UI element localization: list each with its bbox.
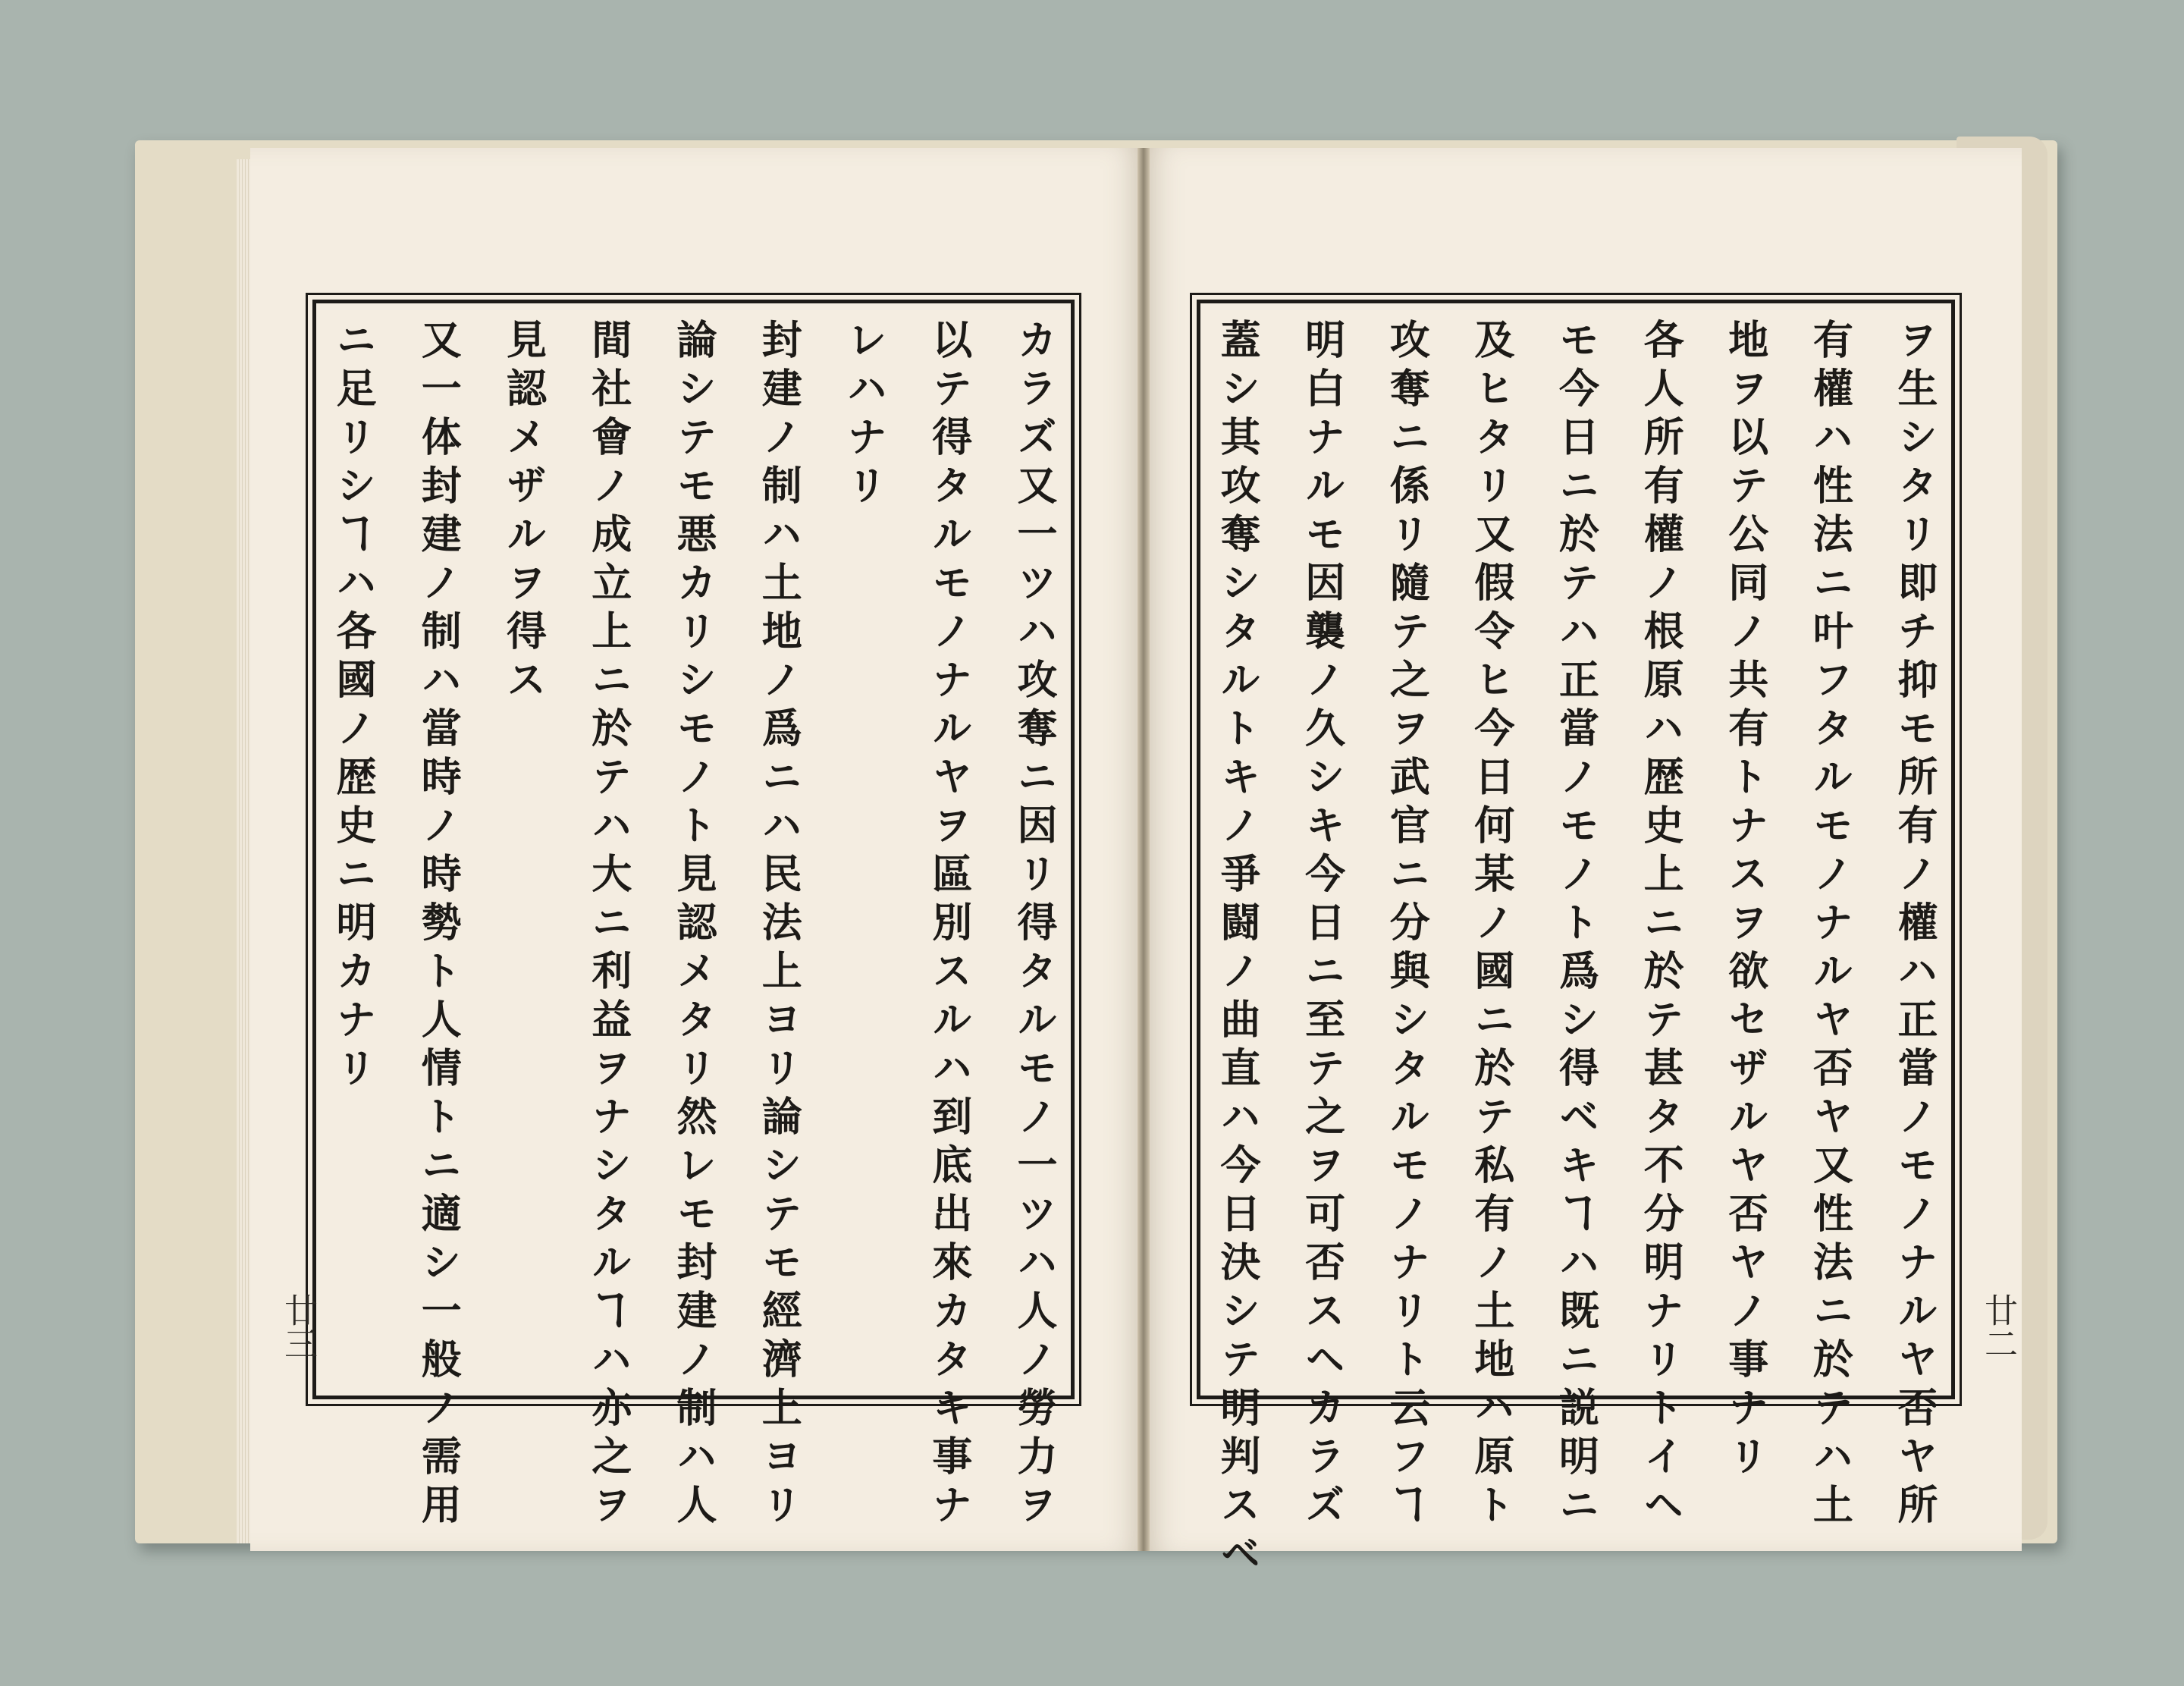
- text-column: 蓋シ其攻奪シタルトキノ爭闘ノ曲直ハ今日決シテ明判スベ: [1214, 319, 1261, 1581]
- text-column: ヲ生シタリ即チ抑モ所有ノ權ハ正當ノモノナルヤ否ヤ所: [1891, 319, 1938, 1532]
- text-column: レハナリ: [840, 319, 888, 513]
- text-column: 以テ得タルモノナルヤヲ區別スルハ到底出來カタキ事ナ: [925, 319, 973, 1532]
- right-text-block: [1214, 319, 1938, 1581]
- text-column: 論シテモ悪カリシモノト見認メタリ然レモ封建ノ制ハ人: [670, 319, 717, 1532]
- left-text-block: [330, 319, 1058, 1532]
- text-column: ニ足リシヿハ各國ノ歴史ニ明カナリ: [330, 319, 377, 1095]
- text-column: 又一体封建ノ制ハ當時ノ時勢ト人情トニ適シ一般ノ需用: [415, 319, 463, 1532]
- page-number: 廿三: [278, 1293, 317, 1360]
- text-column: 地ヲ以テ公同ノ共有トナスヲ欲セザルヤ否ヤノ事ナリ: [1721, 319, 1769, 1483]
- text-column: 明白ナルモ因襲ノ久シキ今日ニ至テ之ヲ可否スヘカラズ: [1298, 319, 1346, 1532]
- text-column: 攻奪ニ係リ隨テ之ヲ武官ニ分與シタルモノナリト云フヿ: [1383, 319, 1431, 1532]
- text-column: 間社會ノ成立上ニ於テハ大ニ利益ヲナシタルヿハ亦之ヲ: [585, 319, 632, 1532]
- right-text-frame: [1197, 300, 1955, 1581]
- text-column: 各人所有權ノ根原ハ歴史上ニ於テ甚タ不分明ナリトイヘ: [1637, 319, 1685, 1532]
- page-number: 廿二: [1978, 1293, 2017, 1360]
- left-text-frame: [312, 300, 1075, 1532]
- text-column: モ今日ニ於テハ正當ノモノト爲シ得ベキヿハ既ニ説明ニ: [1552, 319, 1600, 1532]
- book-gutter: [1138, 148, 1150, 1551]
- text-column: 及ヒタリ又假令ヒ今日何某ノ國ニ於テ私有ノ土地ハ原ト: [1467, 319, 1515, 1532]
- text-column: カラズ又一ツハ攻奪ニ因リ得タルモノ一ツハ人ノ勞力ヲ: [1011, 319, 1058, 1532]
- text-column: 見認メザルヲ得ス: [500, 319, 548, 707]
- text-column: 有權ハ性法ニ叶フタルモノナルヤ否ヤ又性法ニ於テハ土: [1806, 319, 1854, 1532]
- text-column: 封建ノ制ハ土地ノ爲ニハ民法上ヨリ論シテモ經濟上ヨリ: [755, 319, 803, 1532]
